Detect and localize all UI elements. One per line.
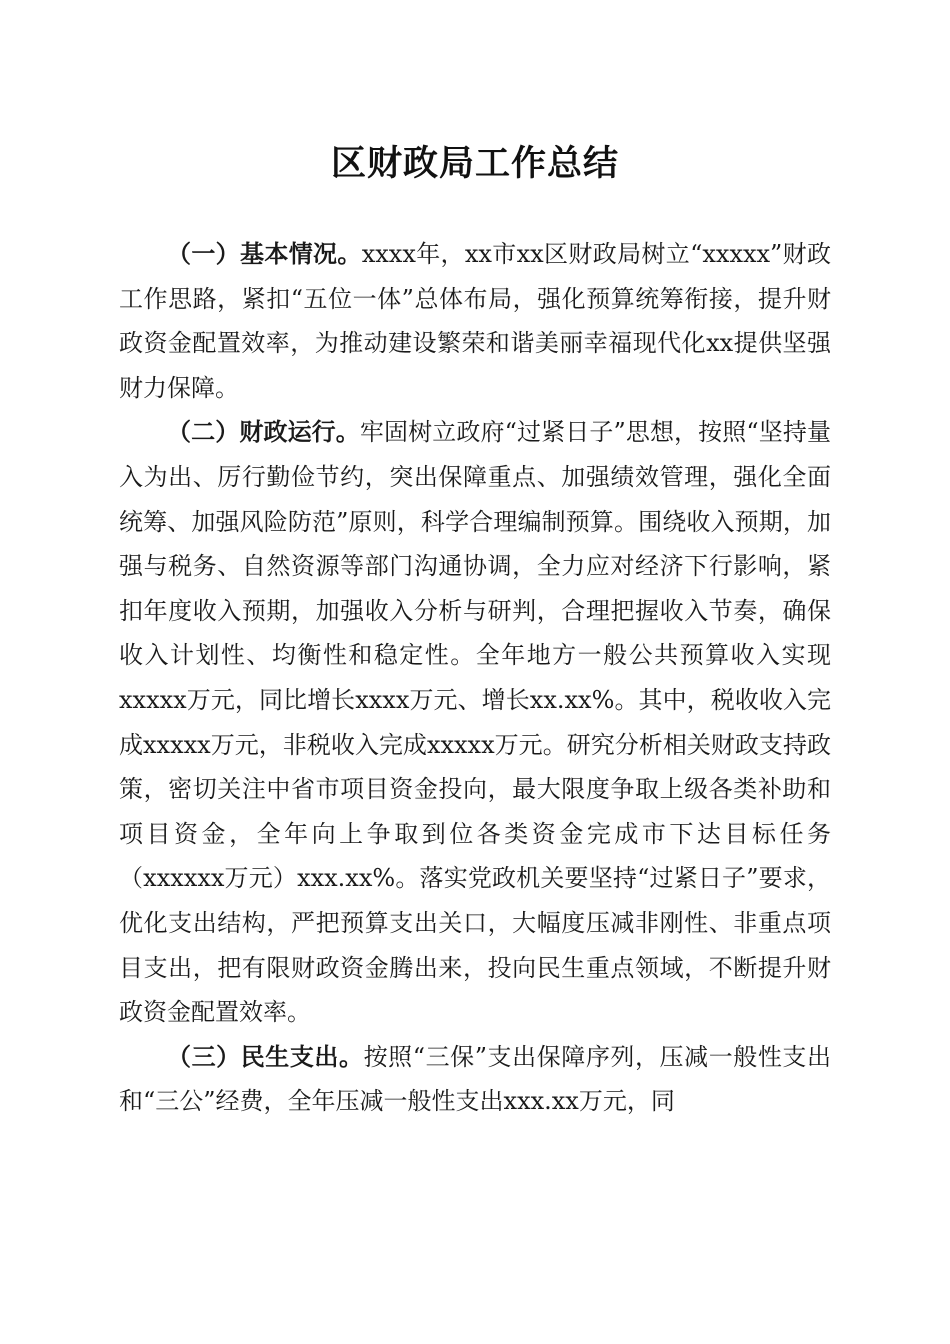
paragraph-text: 按照“三保”支出保障序列，压减一般性支出和“三公”经费，全年压减一般性支出xxx.xx万元，同: [119, 1042, 831, 1116]
paragraph-heading: （二）财政运行。: [167, 417, 360, 447]
document-title: 区财政局工作总结: [330, 143, 619, 184]
paragraph-livelihood-spending: [119, 1035, 831, 1124]
document-body: [119, 232, 831, 1124]
paragraph-heading: （三）民生支出。: [167, 1041, 364, 1071]
paragraph-text: xxxx年，xx市xx区财政局树立“xxxxx”财政工作思路，紧扣“五位一体”总体布局，强化预算统筹衔接，提升财政资金配置效率，为推动建设繁荣和谐美丽幸福现代化xx提供坚强财力保障。: [119, 240, 832, 402]
paragraph-heading: （一）基本情况。: [167, 239, 362, 268]
paragraph-basic-situation: [119, 232, 831, 410]
paragraph-text: 牢固树立政府“过紧日子”思想，按照“坚持量入为出、厉行勤俭节约，突出保障重点、加强绩效管理，强化全面统筹、加强风险防范”原则，科学合理编制预算。围绕收入预期，加强与税务、自然资源等部门沟通协调，全力应对经济下行影响，紧扣年度收入预期，加强收入分析与研判，合理把握收入节奏，确保收入计划性、均衡性和稳定性。全年地方一般公共预算收入实现xxxxx万元，同比增长xxxx万元、增长xx.xx%。其中，税收收入完成xxxxx万元，非税收入完成xxxxx万元。研究分析相关财政支持政策，密切关注中省市项目资金投向，最大限度争取上级各类补助和项目资金，全年向上争取到位各类资金完成市下达目标任务（xxxxxx万元）xxx.xx%。落实党政机关要坚持“过紧日子”要求，优化支出结构，严把预算支出关口，大幅度压减非刚性、非重点项目支出，把有限财政资金腾出来，投向民生重点领域，不断提升财政资金配置效率。: [119, 418, 832, 1027]
paragraph-fiscal-operation: [119, 410, 831, 1034]
